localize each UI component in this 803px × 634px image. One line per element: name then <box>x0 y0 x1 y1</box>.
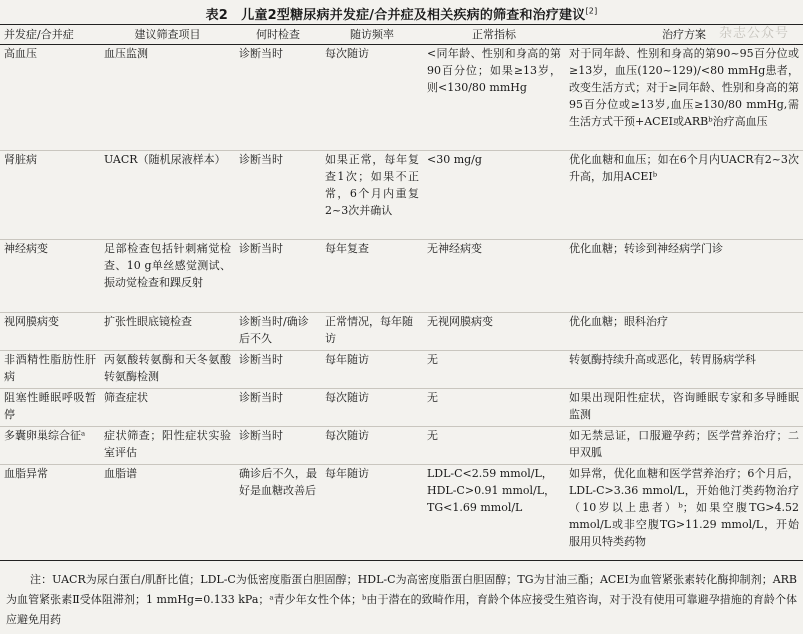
table-header <box>0 25 803 45</box>
cell-screening: 扩张性眼底镜检查 <box>100 313 235 351</box>
cell-complication: 非酒精性脂肪性肝病 <box>0 351 100 389</box>
cell-frequency: 每年随访 <box>321 351 423 389</box>
cell-when: 诊断当时 <box>235 45 321 151</box>
header-when: 何时检查 <box>235 25 321 45</box>
cell-frequency: 每年随访 <box>321 465 423 561</box>
table-row <box>0 240 803 313</box>
cell-complication: 高血压 <box>0 45 100 151</box>
table-row <box>0 151 803 240</box>
cell-normal: 无神经病变 <box>423 240 565 313</box>
cell-when: 诊断当时 <box>235 240 321 313</box>
cell-normal: 无视网膜病变 <box>423 313 565 351</box>
cell-treatment: 如异常，优化血糖和医学营养治疗；6个月后，LDL-C>3.36 mmol/L，开始他汀类药物治疗（10岁以上患者）ᵇ；如果空腹TG>4.52 mmol/L或非空腹TG>11.29 mmol/L，开始服用贝特类药物 <box>565 465 803 561</box>
title-reference: [2] <box>585 6 598 16</box>
cell-normal: <30 mg/g <box>423 151 565 240</box>
table-title: 表2 儿童2型糖尿病并发症/合并症及相关疾病的筛查和治疗建议[2] <box>205 6 598 23</box>
cell-treatment: 优化血糖；转诊到神经病学门诊 <box>565 240 803 313</box>
cell-treatment: 对于同年龄、性别和身高的第90~95百分位或≥13岁，血压(120~129)/<80 mmHg患者，改变生活方式；对于≥同年龄、性别和身高的第95百分位或≥13岁,血压≥130/80 mmHg,需生活方式干预+ACEI或ARBᵇ治疗高血压 <box>565 45 803 151</box>
cell-screening: 血脂谱 <box>100 465 235 561</box>
cell-normal: <同年龄、性别和身高的第90百分位；如果≥13岁，则<130/80 mmHg <box>423 45 565 151</box>
cell-normal: 无 <box>423 427 565 465</box>
cell-when: 诊断当时/确诊后不久 <box>235 313 321 351</box>
cell-screening: 症状筛查；阳性症状实验室评估 <box>100 427 235 465</box>
header-screening: 建议筛查项目 <box>100 25 235 45</box>
cell-when: 诊断当时 <box>235 151 321 240</box>
cell-treatment: 优化血糖；眼科治疗 <box>565 313 803 351</box>
cell-screening: 足部检查包括针刺痛觉检查、10 g单丝感觉测试、振动觉检查和踝反射 <box>100 240 235 313</box>
cell-normal: LDL-C<2.59 mmol/L，HDL-C>0.91 mmol/L，TG<1.69 mmol/L <box>423 465 565 561</box>
header-normal: 正常指标 <box>423 25 565 45</box>
table-row <box>0 313 803 351</box>
cell-treatment: 如果出现阳性症状，咨询睡眠专家和多导睡眠监测 <box>565 389 803 427</box>
table-row <box>0 465 803 561</box>
cell-frequency: 每年复查 <box>321 240 423 313</box>
table-row <box>0 351 803 389</box>
cell-frequency: 每次随访 <box>321 427 423 465</box>
table-row <box>0 427 803 465</box>
cell-frequency: 正常情况，每年随访 <box>321 313 423 351</box>
cell-treatment: 优化血糖和血压；如在6个月内UACR有2~3次升高，加用ACEIᵇ <box>565 151 803 240</box>
cell-frequency: 如果正常，每年复查1次；如果不正常，6个月内重复2~3次并确认 <box>321 151 423 240</box>
cell-when: 诊断当时 <box>235 351 321 389</box>
header-frequency: 随访频率 <box>321 25 423 45</box>
cell-screening: 血压监测 <box>100 45 235 151</box>
table-row <box>0 389 803 427</box>
cell-when: 诊断当时 <box>235 389 321 427</box>
cell-normal: 无 <box>423 389 565 427</box>
cell-screening: 筛查症状 <box>100 389 235 427</box>
cell-screening: UACR（随机尿液样本） <box>100 151 235 240</box>
cell-when: 诊断当时 <box>235 427 321 465</box>
table-row <box>0 45 803 151</box>
cell-complication: 神经病变 <box>0 240 100 313</box>
cell-complication: 肾脏病 <box>0 151 100 240</box>
cell-treatment: 如无禁忌证，口服避孕药；医学营养治疗；二甲双胍 <box>565 427 803 465</box>
header-complication: 并发症/合并症 <box>0 25 100 45</box>
cell-complication: 阻塞性睡眠呼吸暂停 <box>0 389 100 427</box>
cell-frequency: 每次随访 <box>321 389 423 427</box>
screening-table <box>0 24 803 561</box>
cell-frequency: 每次随访 <box>321 45 423 151</box>
cell-screening: 丙氨酸转氨酶和天冬氨酸转氨酶检测 <box>100 351 235 389</box>
cell-complication: 血脂异常 <box>0 465 100 561</box>
table-footnote: 注：UACR为尿白蛋白/肌酐比值；LDL-C为低密度脂蛋白胆固醇；HDL-C为高密度脂蛋白胆固醇；TG为甘油三酯；ACEI为血管紧张素转化酶抑制剂；ARB为血管紧张素Ⅱ受体阻滞剂；1 mmHg=0.133 kPa；ᵃ青少年女性个体；ᵇ由于潜在的致畸作用，育龄个体应接受生殖咨询，对于没有使用可靠避孕措施的育龄个体应避免用药 <box>6 573 797 626</box>
cell-complication: 多囊卵巢综合征ᵃ <box>0 427 100 465</box>
cell-normal: 无 <box>423 351 565 389</box>
watermark-logo: 杂志公众号 <box>718 26 789 41</box>
cell-complication: 视网膜病变 <box>0 313 100 351</box>
header-treatment: 治疗方案 <box>565 25 803 45</box>
cell-treatment: 转氨酶持续升高或恶化，转胃肠病学科 <box>565 351 803 389</box>
cell-when: 确诊后不久，最好是血糖改善后 <box>235 465 321 561</box>
